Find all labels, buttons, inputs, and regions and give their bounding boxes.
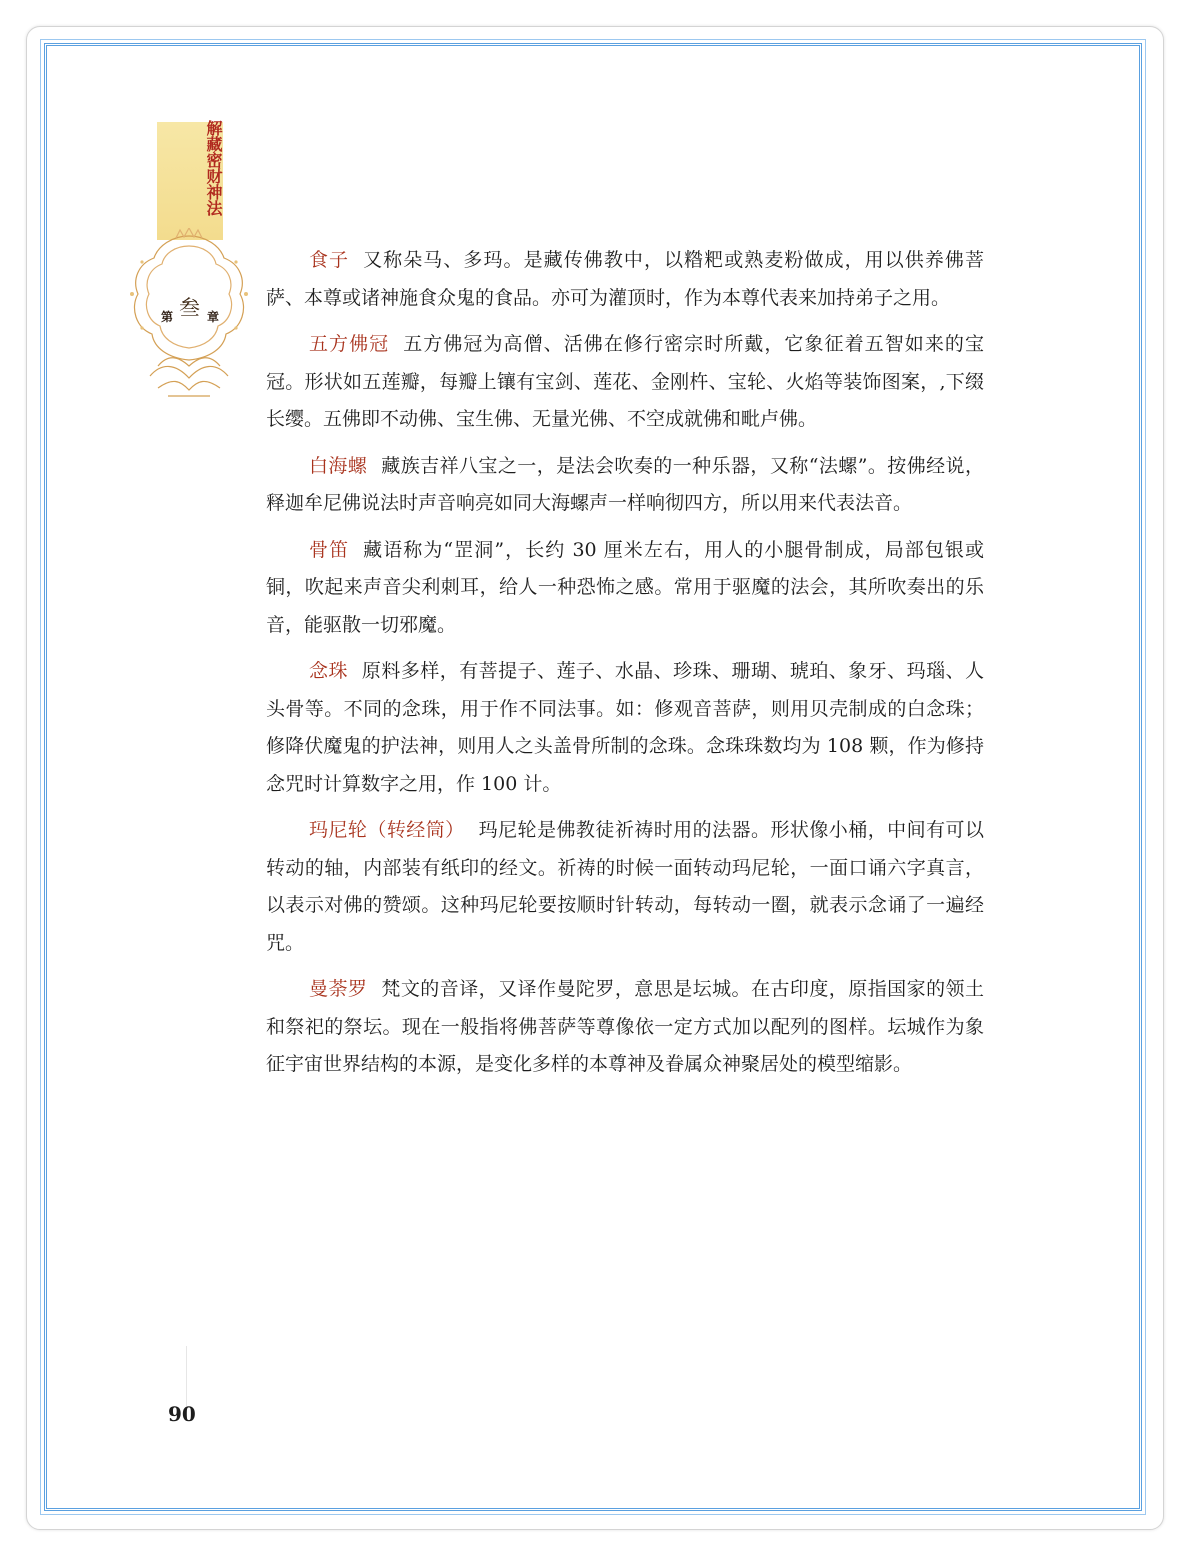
- entry-text: 玛尼轮是佛教徒祈祷时用的法器。形状像小桶，中间有可以转动的轴，内部装有纸印的经文。祈祷的时候一面转动玛尼轮，一面口诵六字真言，以表示对佛的赞颂。这种玛尼轮要按顺时针转动，每转动一圈，就表示念诵了一遍经咒。: [266, 819, 984, 954]
- glossary-entry: [266, 971, 984, 1084]
- glossary-entry: [266, 653, 984, 803]
- side-tab-title: 解藏密财神法: [204, 120, 223, 216]
- entry-term: 白海螺: [309, 454, 368, 477]
- entry-term: 食子: [309, 249, 350, 271]
- page-number: 90: [168, 1402, 196, 1426]
- entry-text: 藏族吉祥八宝之一，是法会吹奏的一种乐器，又称“法螺”。按佛经说，释迦牟尼佛说法时声音响亮如同大海螺声一样响彻四方，所以用来代表法音。: [266, 454, 984, 514]
- entry-term: 玛尼轮（转经筒）: [309, 819, 465, 841]
- glossary-entry: [266, 812, 984, 962]
- entry-text: 梵文的音译，又译作曼陀罗，意思是坛城。在古印度，原指国家的领土和祭祀的祭坛。现在一般指将佛菩萨等尊像依一定方式加以配列的图样。坛城作为象征宇宙世界结构的本源，是变化多样的本尊神及眷属众神聚居处的模型缩影。: [266, 978, 984, 1075]
- chapter-side-tab: [157, 122, 223, 240]
- entry-text: 五方佛冠为高僧、活佛在修行密宗时所戴，它象征着五智如来的宝冠。形状如五莲瓣，每瓣上镶有宝剑、莲花、金刚杵、宝轮、火焰等装饰图案，,下缀长缨。五佛即不动佛、宝生佛、无量光佛、不空成就佛和毗卢佛。: [266, 333, 984, 430]
- entry-text: 藏语称为“罡洞”，长约 30 厘米左右，用人的小腿骨制成，局部包银或铜，吹起来声音尖利刺耳，给人一种恐怖之感。常用于驱魔的法会，其所吹奏出的乐音，能驱散一切邪魔。: [266, 538, 984, 636]
- glossary-entry: [266, 326, 984, 439]
- margin-rule: [186, 1346, 187, 1406]
- glossary-entry: [266, 448, 984, 523]
- entry-term: 念珠: [309, 660, 348, 682]
- chapter-numeral: 叁: [179, 296, 200, 320]
- chapter-number: [158, 292, 224, 332]
- entry-term: 曼荼罗: [309, 978, 368, 1000]
- glossary-content: [266, 242, 984, 1093]
- entry-text: 又称朵马、多玛。是藏传佛教中，以糌粑或熟麦粉做成，用以供养佛菩萨、本尊或诸神施食众鬼的食品。亦可为灌顶时，作为本尊代表来加持弟子之用。: [266, 249, 984, 309]
- entry-text: 原料多样，有菩提子、莲子、水晶、珍珠、珊瑚、琥珀、象牙、玛瑙、人头骨等。不同的念珠，用于作不同法事。如：修观音菩萨，则用贝壳制成的白念珠；修降伏魔鬼的护法神，则用人之头盖骨所制的念珠。念珠珠数均为 108 颗，作为修持念咒时计算数字之用，作 100 计。: [266, 660, 984, 795]
- entry-term: 骨笛: [309, 538, 350, 561]
- chapter-prefix: 第: [161, 310, 174, 324]
- entry-term: 五方佛冠: [309, 333, 390, 355]
- glossary-entry: [266, 242, 984, 317]
- glossary-entry: [266, 532, 984, 645]
- chapter-suffix: 章: [207, 310, 220, 324]
